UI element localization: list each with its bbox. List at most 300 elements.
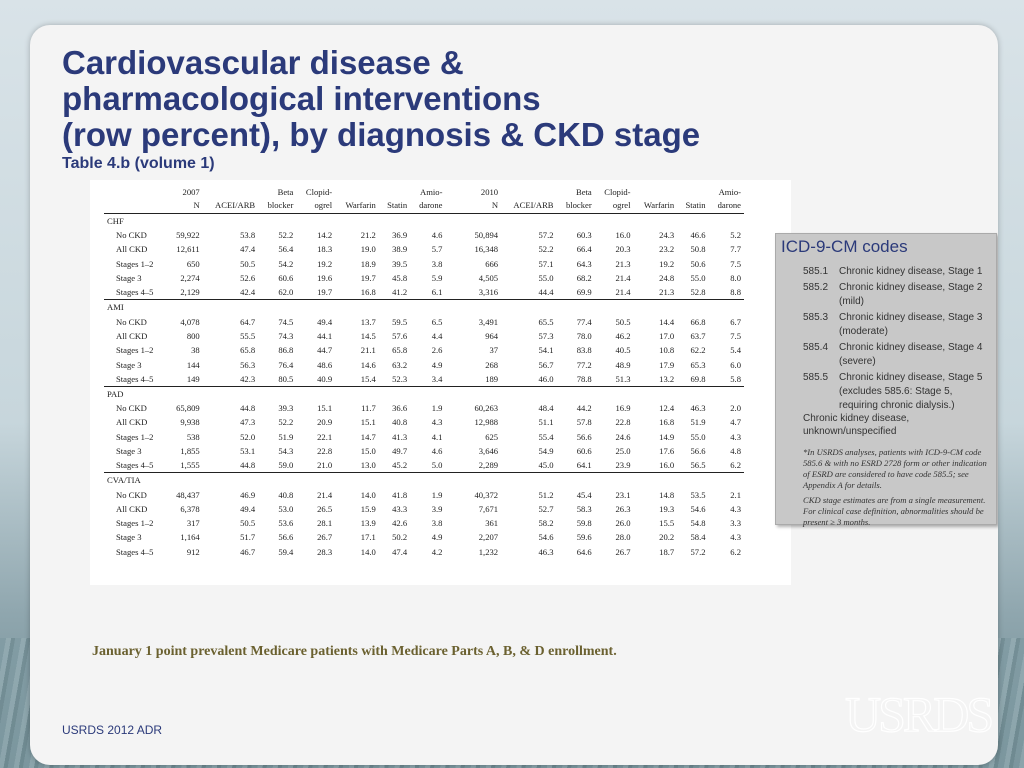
table-row [104, 545, 744, 559]
header-bottom-cell: ogrel [296, 199, 335, 214]
cell-2007: 74.3 [278, 330, 294, 341]
cell-2010: 6.2 [730, 546, 741, 557]
cell-2007: 19.7 [317, 287, 333, 298]
cell-2007: 21.0 [317, 460, 333, 471]
cell-2007: 17.1 [360, 532, 376, 543]
cell-2007: 14.6 [360, 359, 376, 370]
cell-2010: 40,372 [474, 489, 499, 500]
cell-2007: 64.7 [240, 316, 256, 327]
cell-2010: 24.3 [659, 230, 675, 241]
cell-2007: 15.9 [360, 503, 376, 514]
cell-2007: 56.6 [278, 532, 294, 543]
cell-2010: 3.3 [730, 518, 741, 529]
cell-2010: 55.0 [538, 273, 554, 284]
cell-2010: 68.2 [576, 273, 592, 284]
cell-2010: 54.6 [538, 532, 554, 543]
cell-2007: 51.7 [240, 532, 256, 543]
cell-2010: 7,671 [478, 503, 499, 514]
cell-2007: 53.8 [240, 230, 256, 241]
row-label: Stage 3 [116, 273, 142, 284]
cell-2007: 144 [186, 359, 200, 370]
cell-2007: 16.8 [360, 287, 376, 298]
cell-2007: 3.4 [431, 373, 443, 384]
table-row [104, 343, 744, 357]
cell-2007: 5.0 [431, 460, 443, 471]
header-top-cell [677, 186, 708, 199]
cell-2007: 26.7 [317, 532, 333, 543]
cell-2010: 45.4 [576, 489, 592, 500]
cell-2010: 60.6 [576, 446, 592, 456]
cell-2010: 23.1 [615, 489, 631, 500]
icd-code-row [803, 341, 988, 369]
slide-title [62, 45, 700, 153]
cell-2010: 189 [485, 373, 499, 384]
header-top-cell: Amio- [420, 187, 443, 197]
cell-2007: 12,611 [176, 244, 200, 255]
cell-2007: 38.9 [392, 244, 408, 255]
icd-desc: Chronic kidney disease, Stage 3 (moderate) [839, 312, 983, 337]
row-label: Stages 1–2 [116, 518, 154, 529]
header-top-cell [203, 186, 258, 199]
cell-2010: 65.3 [690, 359, 706, 370]
row-label: No CKD [116, 230, 147, 241]
header-top-cell: Amio- [718, 187, 741, 197]
icd-desc: Chronic kidney disease, Stage 4 (severe) [839, 342, 983, 367]
cell-2010: 2,207 [478, 532, 499, 543]
table-row [104, 314, 744, 328]
cell-gap [445, 502, 465, 516]
cell-2010: 48.4 [538, 403, 554, 414]
header-bottom-cell: N [465, 199, 501, 214]
cell-2010: 4.7 [730, 417, 741, 428]
cell-2007: 53.0 [278, 503, 294, 514]
cell-2007: 44.8 [240, 403, 256, 414]
cell-2010: 60,263 [474, 403, 499, 414]
cell-2010: 50.8 [690, 244, 706, 255]
cell-2010: 58.3 [576, 503, 592, 514]
data-table [104, 186, 744, 559]
cell-2010: 51.1 [538, 417, 554, 428]
cell-2007: 22.1 [317, 431, 333, 442]
table-section-row [104, 473, 744, 488]
cell-2010: 44.4 [538, 287, 554, 298]
row-label: Stages 4–5 [116, 373, 154, 384]
cell-gap [445, 458, 465, 473]
cell-2010: 66.8 [690, 316, 706, 327]
row-label: All CKD [116, 417, 148, 428]
row-label: No CKD [116, 489, 147, 500]
cell-2007: 57.6 [392, 330, 408, 341]
cell-2007: 19.7 [360, 273, 376, 284]
cell-2007: 4.6 [431, 230, 443, 241]
cell-2007: 51.9 [278, 431, 294, 442]
icd-unknown: Chronic kidney disease, unknown/unspecified [803, 413, 910, 437]
cell-2010: 14.8 [659, 489, 675, 500]
cell-2007: 52.2 [278, 417, 294, 428]
table-row [104, 285, 744, 300]
cell-2007: 47.3 [240, 417, 256, 428]
cell-2007: 28.3 [317, 546, 333, 557]
cell-gap [445, 487, 465, 501]
header-bottom-cell: N [167, 199, 203, 214]
cell-2010: 77.4 [576, 316, 592, 327]
cell-2010: 50.5 [615, 316, 631, 327]
cell-2010: 78.0 [576, 330, 592, 341]
cell-2010: 58.2 [538, 518, 554, 529]
cell-2010: 46.0 [538, 373, 554, 384]
cell-2010: 64.3 [576, 258, 592, 269]
cell-gap [445, 314, 465, 328]
cell-2010: 7.5 [730, 258, 741, 269]
table-row [104, 430, 744, 444]
cell-2010: 3,491 [478, 316, 499, 327]
cell-2010: 57.2 [690, 546, 706, 557]
row-label: Stages 1–2 [116, 431, 154, 442]
cell-2007: 43.3 [392, 503, 408, 514]
table-row [104, 372, 744, 387]
header-corner [104, 199, 167, 214]
cell-2007: 19.0 [360, 244, 376, 255]
row-label: Stage 3 [116, 359, 142, 370]
cell-2010: 46.2 [615, 330, 631, 341]
cell-2007: 50.5 [240, 518, 256, 529]
cell-2010: 14.9 [659, 431, 675, 442]
table-row [104, 487, 744, 501]
header-top-cell: 2007 [182, 187, 200, 197]
cell-2007: 47.4 [240, 244, 256, 255]
table-row [104, 530, 744, 544]
header-top-cell [379, 186, 410, 199]
cell-2010: 4,505 [478, 273, 499, 284]
cell-2007: 54.2 [278, 258, 294, 269]
cell-2010: 4.3 [730, 532, 741, 543]
cell-2007: 15.1 [360, 417, 376, 428]
cell-2007: 800 [186, 330, 200, 341]
cell-2010: 6.0 [730, 359, 741, 370]
cell-2007: 55.5 [240, 330, 256, 341]
icd-code-list [803, 265, 988, 415]
row-label: Stage 3 [116, 532, 142, 543]
icd-code-row [803, 311, 988, 339]
cell-2007: 39.5 [392, 258, 408, 269]
cell-2010: 16.0 [615, 230, 631, 241]
cell-2007: 52.6 [240, 273, 256, 284]
cell-2010: 56.7 [538, 359, 554, 370]
cell-2010: 16.9 [615, 403, 631, 414]
cell-2007: 3.8 [431, 258, 443, 269]
footer-source: USRDS 2012 ADR [62, 723, 163, 737]
section-label: PAD [104, 386, 744, 401]
cell-2007: 21.1 [360, 345, 376, 356]
cell-2007: 62.0 [278, 287, 294, 298]
cell-2007: 52.0 [240, 431, 256, 442]
cell-2007: 54.3 [278, 446, 294, 456]
cell-2010: 64.6 [576, 546, 592, 557]
cell-gap [445, 401, 465, 415]
cell-2007: 20.9 [317, 417, 333, 428]
table-header-top [104, 186, 744, 199]
cell-2007: 86.8 [278, 345, 294, 356]
header-bottom-cell: blocker [258, 199, 296, 214]
cell-2010: 37 [489, 345, 499, 356]
cell-2007: 42.4 [240, 287, 256, 298]
cell-2007: 50.2 [392, 532, 408, 543]
cell-gap [445, 242, 465, 256]
cell-2010: 361 [485, 518, 499, 529]
cell-2007: 28.1 [317, 518, 333, 529]
cell-2010: 21.4 [615, 287, 631, 298]
cell-2007: 149 [186, 373, 200, 384]
cell-2010: 3,316 [478, 287, 499, 298]
section-label: CHF [107, 216, 124, 226]
cell-2007: 76.4 [278, 359, 294, 370]
cell-2007: 65.8 [240, 345, 256, 356]
section-label: CVA/TIA [104, 473, 744, 488]
cell-2007: 2.6 [431, 345, 443, 356]
cell-2010: 46.6 [690, 230, 706, 241]
cell-2010: 40.5 [615, 345, 631, 356]
table-section-row [104, 386, 744, 401]
cell-2007: 1,164 [180, 532, 200, 543]
cell-2007: 11.7 [361, 403, 376, 414]
slide-subtitle: Table 4.b (volume 1) [62, 155, 215, 172]
cell-2007: 49.7 [392, 446, 408, 456]
table-row [104, 257, 744, 271]
header-top-cell [634, 186, 678, 199]
cell-2010: 51.3 [615, 373, 631, 384]
cell-2010: 63.7 [690, 330, 706, 341]
header-bottom-cell: Warfarin [634, 199, 678, 214]
cell-2010: 51.9 [690, 417, 706, 428]
cell-2010: 7.7 [730, 244, 741, 255]
cell-2007: 13.0 [360, 460, 376, 471]
cell-2007: 53.6 [278, 518, 294, 529]
cell-2007: 6.1 [431, 287, 443, 298]
cell-2007: 14.0 [360, 489, 376, 500]
cell-2007: 5.9 [431, 273, 443, 284]
cell-2010: 964 [485, 330, 499, 341]
cell-2007: 59.4 [278, 546, 294, 557]
cell-2007: 53.1 [240, 446, 256, 456]
cell-2010: 10.8 [659, 345, 675, 356]
row-label: All CKD [116, 503, 148, 514]
cell-2010: 20.2 [659, 532, 675, 543]
row-label: Stages 4–5 [116, 287, 154, 298]
cell-2010: 66.4 [576, 244, 592, 255]
cell-gap [445, 285, 465, 300]
cell-2010: 8.8 [730, 287, 741, 298]
cell-2007: 48,437 [176, 489, 200, 500]
table-section-row [104, 214, 744, 229]
cell-2007: 14.7 [360, 431, 376, 442]
cell-2010: 26.0 [615, 518, 631, 529]
cell-2010: 59.8 [576, 518, 592, 529]
cell-2010: 2,289 [478, 460, 499, 471]
header-top-cell: Clopid- [305, 187, 333, 197]
header-bottom-cell: Statin [379, 199, 410, 214]
cell-2007: 40.8 [392, 417, 408, 428]
row-label: Stages 1–2 [116, 258, 154, 269]
cell-2010: 17.6 [659, 446, 675, 456]
cell-2007: 18.9 [360, 258, 376, 269]
cell-2007: 4,078 [180, 316, 200, 327]
icd-code: 585.3 [803, 312, 829, 323]
cell-2010: 5.8 [730, 373, 741, 384]
cell-2010: 54.9 [538, 446, 554, 456]
cell-gap [445, 430, 465, 444]
table-row [104, 401, 744, 415]
cell-2007: 6,378 [180, 503, 200, 514]
cell-2010: 16,348 [474, 244, 499, 255]
cell-2007: 21.2 [360, 230, 376, 241]
icd-desc: Chronic kidney disease, Stage 2 (mild) [839, 282, 983, 307]
cell-2010: 53.5 [690, 489, 706, 500]
header-bottom-cell: Warfarin [335, 199, 379, 214]
cell-2007: 4.6 [431, 446, 443, 456]
header-bottom-cell: ACEI/ARB [203, 199, 258, 214]
header-corner [104, 186, 167, 199]
header-bottom-cell: blocker [557, 199, 595, 214]
icd-code: 585.2 [803, 282, 829, 293]
cell-2007: 1,855 [180, 446, 200, 456]
cell-2010: 13.2 [659, 373, 675, 384]
cell-2010: 50.6 [690, 258, 706, 269]
cell-2010: 19.2 [659, 258, 675, 269]
cell-2010: 78.8 [576, 373, 592, 384]
cell-2007: 44.8 [240, 460, 256, 471]
cell-2010: 17.9 [659, 359, 675, 370]
cell-2010: 21.3 [659, 287, 675, 298]
cell-2010: 56.5 [690, 460, 706, 471]
icd-footnote-2: CKD stage estimates are from a single measurement. For clinical case definition, abnormalities should be present ≥ 3 months. [803, 495, 986, 527]
row-label: Stage 3 [116, 446, 142, 456]
row-label: Stages 4–5 [116, 546, 154, 557]
cell-gap [445, 444, 465, 458]
cell-2010: 17.0 [659, 330, 675, 341]
cell-2010: 77.2 [576, 359, 592, 370]
cell-2007: 9,938 [180, 417, 200, 428]
table-row [104, 271, 744, 285]
icd-code: 585.4 [803, 342, 829, 353]
cell-2010: 24.8 [659, 273, 675, 284]
cell-2007: 44.1 [317, 330, 333, 341]
cell-2010: 25.0 [615, 446, 631, 456]
cell-2010: 45.0 [538, 460, 554, 471]
header-bottom-cell: darone [410, 199, 445, 214]
cell-2010: 28.0 [615, 532, 631, 543]
cell-2010: 26.3 [615, 503, 631, 514]
cell-2010: 59.6 [576, 532, 592, 543]
cell-gap [445, 271, 465, 285]
cell-2007: 63.2 [392, 359, 408, 370]
cell-2007: 45.2 [392, 460, 408, 471]
cell-2007: 60.6 [278, 273, 294, 284]
header-bottom-cell: Statin [677, 199, 708, 214]
cell-2007: 22.8 [317, 446, 333, 456]
table-row [104, 357, 744, 371]
cell-2007: 40.9 [317, 373, 333, 384]
cell-2007: 13.9 [360, 518, 376, 529]
cell-2010: 55.4 [538, 431, 554, 442]
cell-2010: 14.4 [659, 316, 675, 327]
cell-2010: 52.8 [690, 287, 706, 298]
cell-2010: 4.3 [730, 431, 741, 442]
cell-gap [445, 329, 465, 343]
icd-desc: Chronic kidney disease, Stage 1 [839, 266, 983, 277]
cell-2007: 3.8 [431, 518, 443, 529]
table-row [104, 444, 744, 458]
cell-2007: 59.5 [392, 316, 408, 327]
cell-2010: 21.4 [615, 273, 631, 284]
cell-2007: 317 [186, 518, 200, 529]
cell-2010: 5.4 [730, 345, 741, 356]
title-line-2: pharmacological interventions [62, 80, 541, 117]
cell-gap [445, 343, 465, 357]
cell-gap [445, 516, 465, 530]
cell-2010: 23.2 [659, 244, 675, 255]
cell-2010: 16.8 [659, 417, 675, 428]
cell-2007: 4.3 [431, 417, 443, 428]
cell-2010: 22.8 [615, 417, 631, 428]
icd-code-row [803, 371, 988, 413]
table-row [104, 458, 744, 473]
table-row [104, 502, 744, 516]
icd-code-row [803, 281, 988, 309]
cell-2010: 83.8 [576, 345, 592, 356]
cell-2010: 54.1 [538, 345, 554, 356]
icd-footnote-1: *In USRDS analyses, patients with ICD-9-CM code 585.6 & with no ESRD 2728 form or other indication of ESRD are considered to have code 585.5; see Appendix A for details. [803, 447, 987, 490]
header-top-cell: 2010 [480, 187, 499, 197]
table-row [104, 329, 744, 343]
usrds-logo: USRDS [845, 686, 992, 742]
cell-2010: 21.3 [615, 258, 631, 269]
table-caption: January 1 point prevalent Medicare patients with Medicare Parts A, B, & D enrollment. [92, 644, 617, 659]
header-gap [445, 186, 465, 199]
cell-2007: 56.3 [240, 359, 256, 370]
header-top-cell: Clopid- [604, 187, 631, 197]
cell-2010: 12.4 [659, 403, 675, 414]
cell-2010: 57.1 [538, 258, 554, 269]
cell-2007: 52.2 [278, 230, 294, 241]
cell-2007: 65,809 [176, 403, 200, 414]
header-top-cell [335, 186, 379, 199]
cell-2010: 2.1 [730, 489, 741, 500]
table-row [104, 242, 744, 256]
cell-gap [445, 257, 465, 271]
cell-2007: 4.9 [431, 532, 443, 543]
header-bottom-cell: ACEI/ARB [501, 199, 556, 214]
cell-2007: 650 [186, 258, 200, 269]
cell-2007: 6.5 [431, 316, 443, 327]
cell-2007: 45.8 [392, 273, 408, 284]
cell-2007: 15.4 [360, 373, 376, 384]
cell-2010: 6.2 [730, 460, 741, 471]
cell-2007: 19.2 [317, 258, 333, 269]
cell-2007: 5.7 [431, 244, 443, 255]
cell-2010: 52.7 [538, 503, 554, 514]
cell-2007: 41.8 [392, 489, 408, 500]
row-label: No CKD [116, 316, 147, 327]
cell-2007: 1,555 [180, 460, 200, 471]
cell-2010: 56.6 [690, 446, 706, 456]
cell-2010: 5.2 [730, 230, 741, 241]
row-label: Stages 1–2 [116, 345, 154, 356]
cell-2010: 18.7 [659, 546, 675, 557]
row-label: All CKD [116, 330, 148, 341]
cell-2010: 55.0 [690, 273, 706, 284]
header-top-cell: Beta [575, 187, 592, 197]
cell-gap [445, 415, 465, 429]
